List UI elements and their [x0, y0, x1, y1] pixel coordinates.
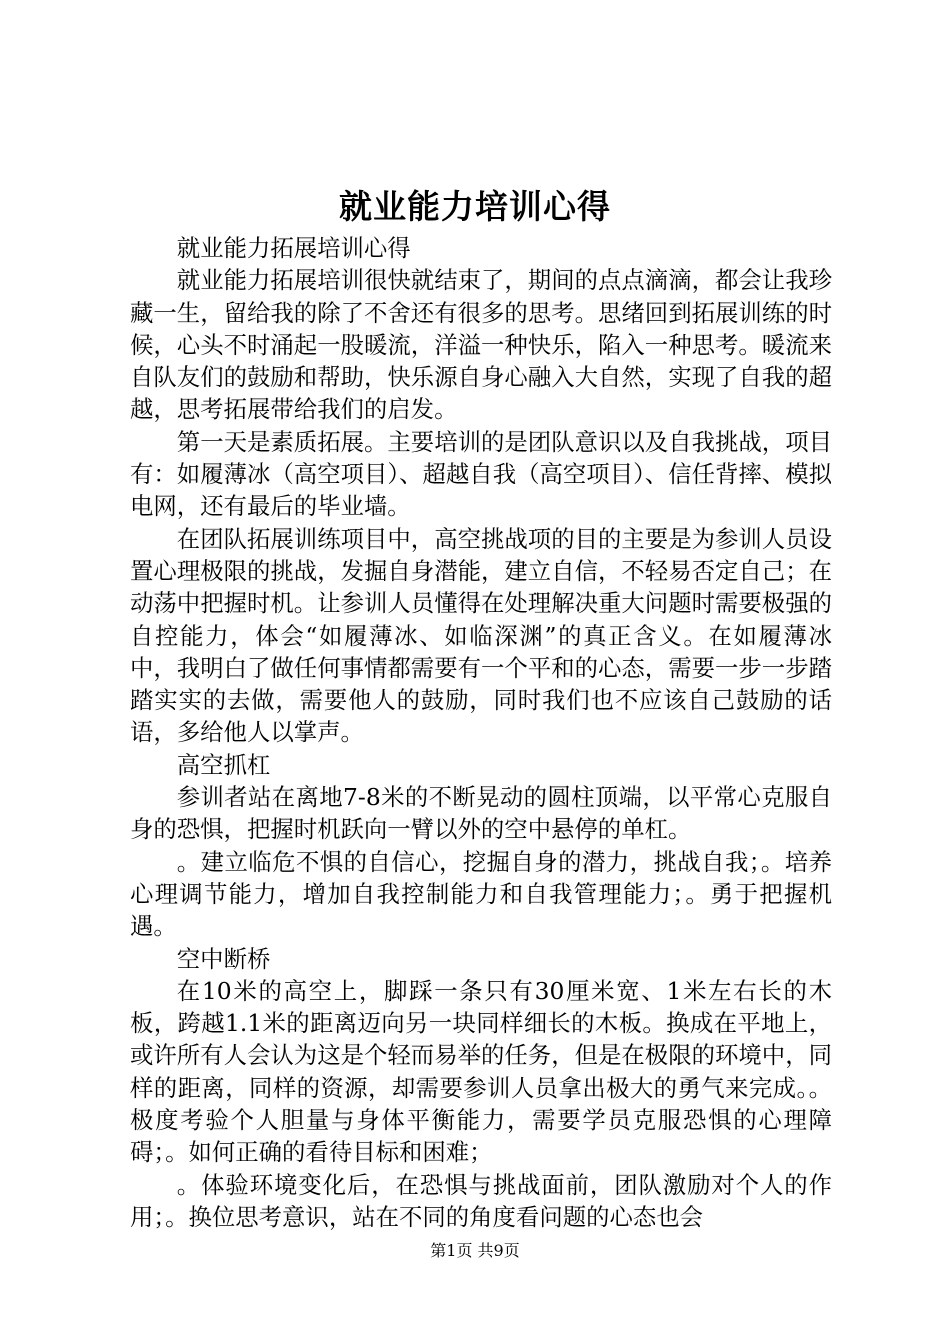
page-number-footer: 第1页 共9页 [430, 1241, 520, 1260]
section-heading: 空中断桥 [176, 944, 271, 973]
paragraph: 就业能力拓展培训很快就结束了，期间的点点滴滴，都会让我珍藏一生，留给我的除了不舍还有很多的思考。思绪回到拓展训练的时候，心头不时涌起一股暖流，洋溢一种快乐，陷入一种思考。暖流来自队友们的鼓励和帮助，快乐源自身心融入大自然，实现了自我的超越，思考拓展带给我们的启发。 [130, 266, 832, 424]
page-title: 就业能力培训心得 [339, 187, 611, 226]
paragraph: 参训者站在离地7-8米的不断晃动的圆柱顶端，以平常心克服自身的恐惧，把握时机跃向一臂以外的空中悬停的单杠。 [130, 783, 832, 844]
paragraph: 。体验环境变化后，在恐惧与挑战面前，团队激励对个人的作用；。换位思考意识，站在不同的角度看问题的心态也会 [130, 1170, 832, 1231]
paragraph: 。建立临危不惧的自信心，挖掘自身的潜力，挑战自我；。培养心理调节能力，增加自我控制能力和自我管理能力；。勇于把握机遇。 [130, 847, 832, 941]
paragraph: 在团队拓展训练项目中，高空挑战项的目的主要是为参训人员设置心理极限的挑战，发掘自身潜能，建立自信，不轻易否定自己；在动荡中把握时机。让参训人员懂得在处理解决重大问题时需要极强的自控能力，体会“如履薄冰、如临深渊”的真正含义。在如履薄冰中，我明白了做任何事情都需要有一个平和的心态，需要一步一步踏踏实实的去做，需要他人的鼓励，同时我们也不应该自己鼓励的话语，多给他人以掌声。 [130, 524, 832, 747]
document-body [130, 232, 832, 1233]
paragraph-subtitle: 就业能力拓展培训心得 [176, 234, 411, 262]
paragraph: 在10米的高空上，脚踩一条只有30厘米宽、1米左右长的木板，跨越1.1米的距离迈向另一块同样细长的木板。换成在平地上，或许所有人会认为这是个轻而易举的任务，但是在极限的环境中，同样的距离，同样的资源，却需要参训人员拿出极大的勇气来完成。。极度考验个人胆量与身体平衡能力，需要学员克服恐惧的心理障碍；。如何正确的看待目标和困难； [130, 976, 832, 1167]
paragraph: 第一天是素质拓展。主要培训的是团队意识以及自我挑战，项目有：如履薄冰（高空项目）、超越自我（高空项目）、信任背摔、模拟电网，还有最后的毕业墙。 [130, 427, 832, 521]
section-heading: 高空抓杠 [176, 750, 271, 779]
